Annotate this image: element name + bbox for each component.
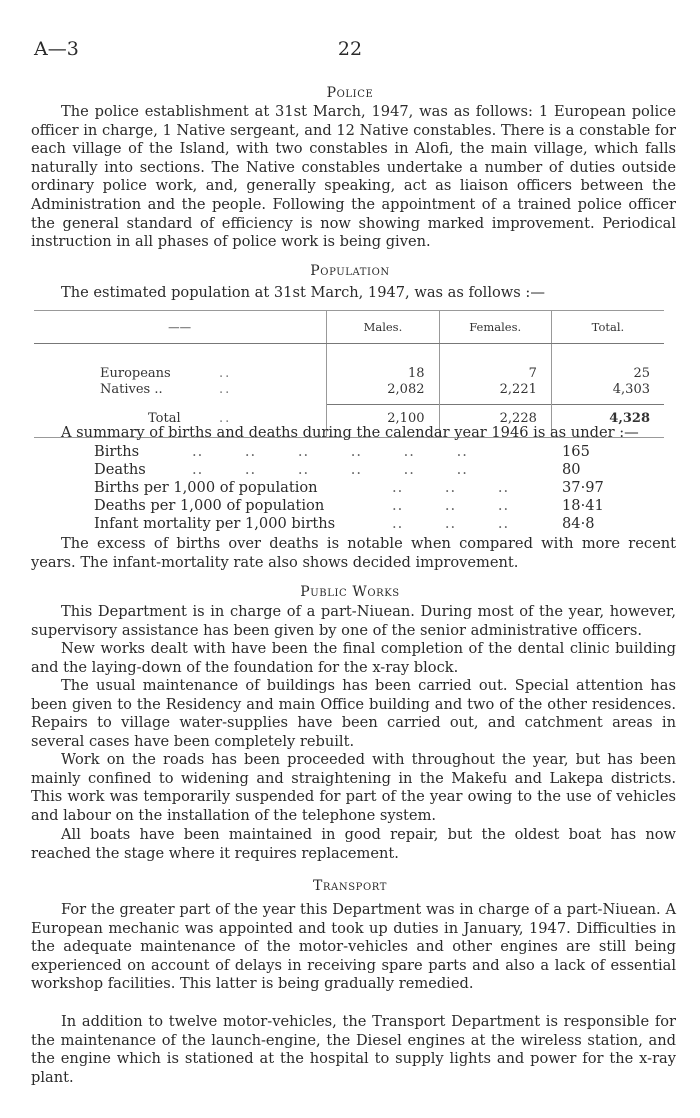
vital-stat-row bbox=[94, 479, 654, 497]
stat-leader: .. .. .. bbox=[392, 515, 510, 532]
row-label: Europeans bbox=[100, 366, 171, 381]
cell-females: 2,221 bbox=[439, 382, 551, 398]
stat-label: Births bbox=[94, 443, 140, 460]
total-label: Total bbox=[148, 410, 181, 426]
row-leader: .. bbox=[219, 382, 232, 397]
stat-label: Deaths bbox=[94, 461, 146, 478]
stat-label: Births per 1,000 of population bbox=[94, 479, 318, 496]
transport-heading: Transport bbox=[312, 878, 388, 894]
cell-total: 4,303 bbox=[551, 382, 664, 398]
police-heading: Police bbox=[326, 85, 374, 101]
public-works-paragraph: This Department is in charge of a part-Niuean. During most of the year, however, supervisory assistance has been given by one of the senior administrative officers. bbox=[31, 603, 676, 639]
column-header-males: Males. bbox=[327, 311, 439, 344]
stat-leader: .. .. .. bbox=[392, 479, 510, 496]
vital-stat-row bbox=[94, 443, 654, 461]
stat-leader: .. .. .. .. .. .. bbox=[192, 443, 468, 460]
public-works-paragraph: The usual maintenance of buildings has been carried out. Special attention has been given to the Residency and main Office building and two of the other residences. Repairs to village water-supplies have been carried out, and catchment areas in several cases have been completely rebuilt. bbox=[31, 677, 676, 750]
cell-females: 7 bbox=[439, 366, 551, 382]
row-leader: .. bbox=[219, 366, 232, 381]
population-closing: The excess of births over deaths is notable when compared with more recent years. The infant-mortality rate also shows decided improvement. bbox=[31, 535, 676, 571]
population-heading: Population bbox=[310, 263, 390, 279]
section-code: A—3 bbox=[34, 38, 79, 60]
total-males: 2,100 bbox=[327, 405, 439, 438]
stat-value: 84·8 bbox=[562, 515, 595, 532]
stat-label: Deaths per 1,000 of population bbox=[94, 497, 325, 514]
stat-leader: .. .. .. bbox=[392, 497, 510, 514]
table-row bbox=[34, 366, 664, 382]
vital-stat-row bbox=[94, 497, 654, 515]
stat-leader: .. .. .. .. .. .. bbox=[192, 461, 468, 478]
column-header-total: Total. bbox=[551, 311, 664, 344]
transport-paragraph: For the greater part of the year this Department was in charge of a part-Niuean. A European mechanic was appointed and took up duties in January, 1947. Difficulties in the adequate maintenance of the motor-vehicles and other engines are still being experienced on account of delays in receiving spare parts and also a lack of essential workshop facilities. This latter is being gradually remedied. bbox=[31, 901, 676, 993]
births-intro: A summary of births and deaths during the calendar year 1946 is as under :— bbox=[61, 424, 639, 441]
stat-value: 37·97 bbox=[562, 479, 604, 496]
cell-males: 18 bbox=[327, 366, 439, 382]
public-works-paragraph: All boats have been maintained in good repair, but the oldest boat has now reached the stage where it requires replacement. bbox=[31, 826, 676, 862]
stat-value: 80 bbox=[562, 461, 581, 478]
cell-males: 2,082 bbox=[327, 382, 439, 398]
population-intro: The estimated population at 31st March, 1947, was as follows :— bbox=[61, 284, 545, 301]
stat-label: Infant mortality per 1,000 births bbox=[94, 515, 336, 532]
stat-value: 165 bbox=[562, 443, 590, 460]
table-row bbox=[34, 382, 664, 398]
total-total: 4,328 bbox=[551, 405, 664, 438]
transport-paragraph: In addition to twelve motor-vehicles, the Transport Department is responsible for the maintenance of the launch-engine, the Diesel engines at the wireless station, and the engine which is stationed at the hospital to supply lights and power for the x-ray plant. bbox=[31, 1013, 676, 1086]
public-works-paragraph: Work on the roads has been proceeded with throughout the year, but has been mainly confined to widening and straightening in the Makefu and Lakepa districts. This work was temporarily suspended for part of the year owing to the use of vehicles and labour on the installation of the telephone system. bbox=[31, 751, 676, 824]
police-paragraph: The police establishment at 31st March, 1947, was as follows: 1 European police officer in charge, 1 Native sergeant, and 12 Native constables. There is a constable for each village of the Island, with two constables in Alofi, the main village, which falls naturally into sections. The Native constables undertake a number of duties outside ordinary police work, and, generally speaking, act as liaison officers between the Administration and the people. Following the appointment of a trained police officer the general standard of efficiency is now showing marked improvement. Periodical instruction in all phases of police work is being given. bbox=[31, 103, 676, 251]
stat-value: 18·41 bbox=[562, 497, 604, 514]
page-number: 22 bbox=[337, 38, 363, 60]
vital-stat-row bbox=[94, 515, 654, 533]
population-table bbox=[34, 310, 664, 438]
public-works-paragraph: New works dealt with have been the final completion of the dental clinic building and the laying-down of the foundation for the x-ray block. bbox=[31, 640, 676, 676]
total-leader: .. bbox=[219, 410, 232, 426]
row-label: Natives .. bbox=[100, 382, 163, 397]
cell-total: 25 bbox=[551, 366, 664, 382]
column-header-females: Females. bbox=[439, 311, 551, 344]
table-corner: —— bbox=[34, 311, 327, 344]
vital-stat-row bbox=[94, 461, 654, 479]
public-works-heading: Public Works bbox=[300, 584, 400, 600]
total-females: 2,228 bbox=[439, 405, 551, 438]
